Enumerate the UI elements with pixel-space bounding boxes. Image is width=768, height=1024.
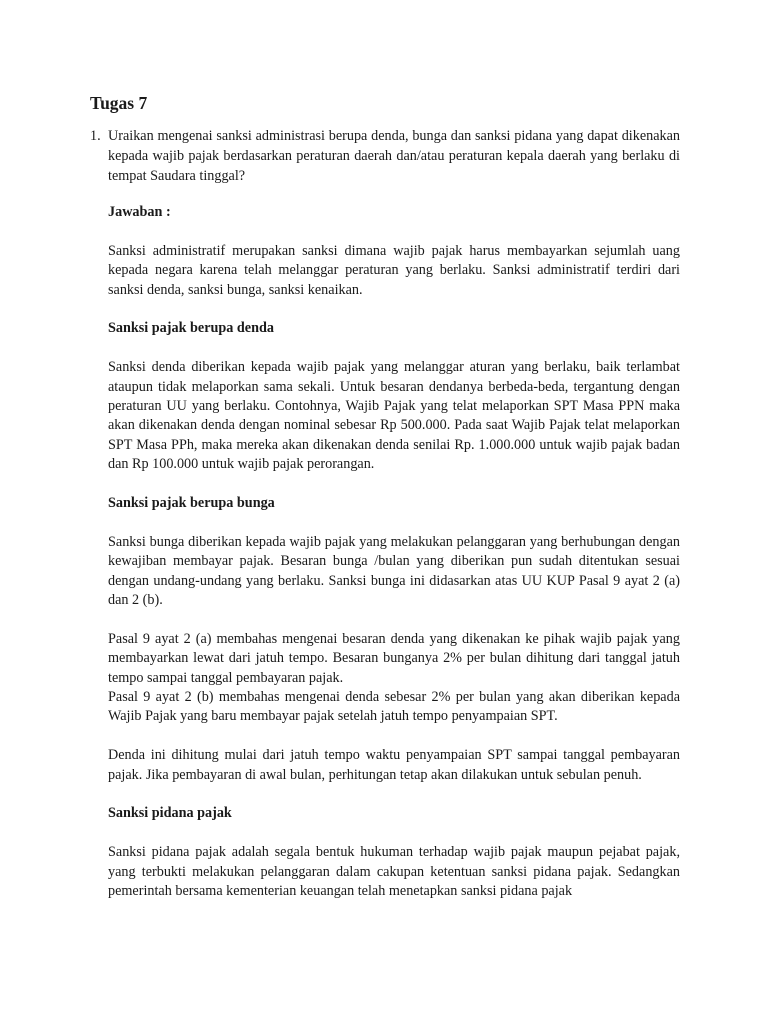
question-item (90, 126, 680, 186)
pidana-paragraph: Sanksi pidana pajak adalah segala bentuk hukuman terhadap wajib pajak maupun pejabat pajak, yang terbukti melakukan pelanggaran dalam cakupan ketentuan sanksi pidana pajak. Sedangkan pemerintah bersama kementerian keuangan telah menetapkan sanksi pidana pajak (108, 844, 680, 900)
question-number: 1. (90, 128, 101, 144)
pasal-b-paragraph: Pasal 9 ayat 2 (b) membahas mengenai denda sebesar 2% per bulan yang akan diberikan kepada Wajib Pajak yang baru membayar pajak setelah jatuh tempo penyampaian SPT. (108, 689, 680, 725)
pidana-heading: Sanksi pidana pajak (108, 805, 232, 822)
pasal-a-paragraph: Pasal 9 ayat 2 (a) membahas mengenai besaran denda yang dikenakan ke pihak wajib pajak yang membayarkan lewat dari jatuh tempo. Besaran bunganya 2% per bulan dihitung dari tanggal jatuh tempo sampai tanggal pembayaran pajak. (108, 630, 680, 686)
answer-heading: Jawaban : (108, 204, 171, 220)
answer-section (108, 203, 680, 901)
question-text: Uraikan mengenai sanksi administrasi berupa denda, bunga dan sanksi pidana yang dapat dikenakan kepada wajib pajak berdasarkan peraturan daerah dan/atau peraturan kepala daerah yang berlaku di tempat Saudara tinggal? (108, 128, 680, 184)
bunga-paragraph: Sanksi bunga diberikan kepada wajib pajak yang melakukan pelanggaran yang berhubungan dengan kewajiban membayar pajak. Besaran bunga /bulan yang diberikan pun sudah ditentukan sesuai dengan undang-undang yang berlaku. Sanksi bunga ini didasarkan atas UU KUP Pasal 9 ayat 2 (a) dan 2 (b). (108, 533, 680, 609)
document-title: Tugas 7 (90, 93, 148, 113)
denda-paragraph: Sanksi denda diberikan kepada wajib pajak yang melanggar aturan yang berlaku, baik terlambat ataupun tidak melaporkan sama sekali. Untuk besaran dendanya berbeda-beda, tergantung dengan peraturan UU yang berlaku. Contohnya, Wajib Pajak yang telat melaporkan SPT Masa PPN maka akan dikenakan denda dengan nominal sebesar Rp 500.000. Pada saat Wajib Pajak telat melaporkan SPT Masa PPh, maka mereka akan dikenakan denda senilai Rp. 1.000.000 untuk wajib pajak badan dan Rp 100.000 untuk wajib pajak perorangan. (108, 359, 680, 473)
denda-note-paragraph: Denda ini dihitung mulai dari jatuh tempo waktu penyampaian SPT sampai tanggal pembayaran pajak. Jika pembayaran di awal bulan, perhitungan tetap akan dilakukan untuk sebulan penuh. (108, 747, 680, 783)
intro-paragraph: Sanksi administratif merupakan sanksi dimana wajib pajak harus membayarkan sejumlah uang kepada negara karena telah melanggar peraturan yang berlaku. Sanksi administratif terdiri dari sanksi denda, sanksi bunga, sanksi kenaikan. (108, 242, 680, 298)
bunga-heading: Sanksi pajak berupa bunga (108, 495, 275, 512)
denda-heading: Sanksi pajak berupa denda (108, 320, 274, 337)
